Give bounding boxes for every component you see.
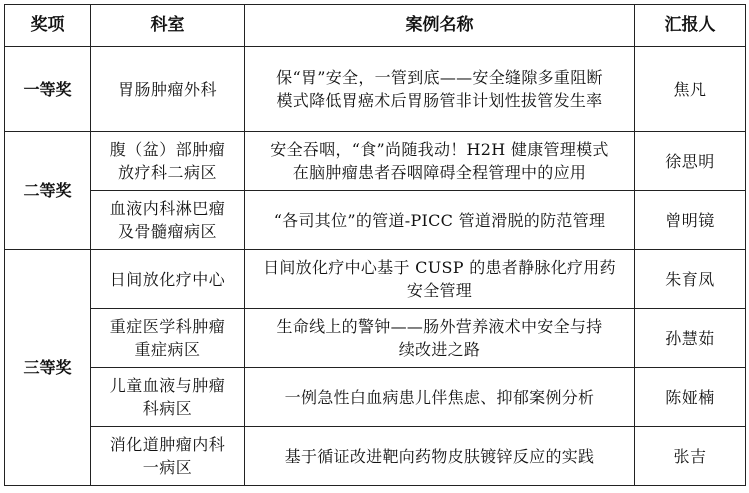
table-row bbox=[5, 132, 746, 191]
department-line: 重症病区 bbox=[134, 340, 201, 359]
award-level-first: 一等奖 bbox=[5, 47, 91, 132]
department-cell bbox=[91, 191, 245, 250]
header-case-name: 案例名称 bbox=[245, 5, 635, 47]
table-row bbox=[5, 368, 746, 427]
table-row bbox=[5, 191, 746, 250]
reporter-cell: 陈娅楠 bbox=[635, 368, 746, 427]
department-line: 血液内科淋巴瘤 bbox=[109, 199, 226, 218]
department-cell bbox=[91, 368, 245, 427]
table-row bbox=[5, 47, 746, 132]
case-name-cell bbox=[245, 191, 635, 250]
case-name-line: 生命线上的警钟——肠外营养液术中安全与持 bbox=[276, 317, 603, 336]
award-level-third: 三等奖 bbox=[5, 250, 91, 486]
case-name-cell bbox=[245, 132, 635, 191]
department-line: 胃肠肿瘤外科 bbox=[117, 79, 217, 99]
case-name-cell bbox=[245, 250, 635, 309]
department-cell bbox=[91, 427, 245, 486]
case-name-cell bbox=[245, 47, 635, 132]
department-line: 一病区 bbox=[142, 458, 193, 477]
department-line: 日间放化疗中心 bbox=[109, 269, 226, 289]
reporter-cell: 焦凡 bbox=[635, 47, 746, 132]
department-line: 及骨髓瘤病区 bbox=[117, 222, 217, 241]
awards-table bbox=[4, 4, 746, 486]
department-cell bbox=[91, 132, 245, 191]
reporter-cell: 张吉 bbox=[635, 427, 746, 486]
award-level-second: 二等奖 bbox=[5, 132, 91, 250]
case-name-line: 续改进之路 bbox=[398, 340, 481, 359]
case-name-cell bbox=[245, 309, 635, 368]
reporter-cell: 曾明镜 bbox=[635, 191, 746, 250]
case-name-line: 安全管理 bbox=[406, 281, 473, 300]
header-row bbox=[5, 5, 746, 47]
department-line: 儿童血液与肿瘤 bbox=[109, 376, 226, 395]
case-name-line: 日间放化疗中心基于 CUSP 的患者静脉化疗用药 bbox=[263, 258, 616, 277]
case-name-cell bbox=[245, 427, 635, 486]
table-row bbox=[5, 309, 746, 368]
reporter-cell: 朱育凤 bbox=[635, 250, 746, 309]
case-name-line: 安全吞咽，“食”尚随我动！H2H 健康管理模式 bbox=[270, 140, 609, 159]
table-row bbox=[5, 427, 746, 486]
department-line: 放疗科二病区 bbox=[117, 163, 217, 182]
header-award: 奖项 bbox=[5, 5, 91, 47]
case-name-line: “各司其位”的管道-PICC 管道滑脱的防范管理 bbox=[273, 210, 606, 230]
department-cell bbox=[91, 309, 245, 368]
case-name-line: 模式降低胃癌术后胃肠管非计划性拔管发生率 bbox=[276, 91, 603, 110]
case-name-line: 保“胃”安全，一管到底——安全缝隙多重阻断 bbox=[276, 68, 603, 87]
reporter-cell: 徐思明 bbox=[635, 132, 746, 191]
department-line: 科病区 bbox=[142, 399, 193, 418]
department-cell bbox=[91, 47, 245, 132]
case-name-cell bbox=[245, 368, 635, 427]
case-name-line: 在脑肿瘤患者吞咽障碍全程管理中的应用 bbox=[292, 163, 587, 182]
header-department: 科室 bbox=[91, 5, 245, 47]
case-name-line: 一例急性白血病患儿伴焦虑、抑郁案例分析 bbox=[284, 387, 595, 407]
department-line: 重症医学科肿瘤 bbox=[109, 317, 226, 336]
department-line: 腹（盆）部肿瘤 bbox=[109, 140, 226, 159]
table-row bbox=[5, 250, 746, 309]
reporter-cell: 孙慧茹 bbox=[635, 309, 746, 368]
case-name-line: 基于循证改进靶向药物皮肤镀锌反应的实践 bbox=[284, 446, 595, 466]
header-reporter: 汇报人 bbox=[635, 5, 746, 47]
department-cell bbox=[91, 250, 245, 309]
department-line: 消化道肿瘤内科 bbox=[109, 435, 226, 454]
